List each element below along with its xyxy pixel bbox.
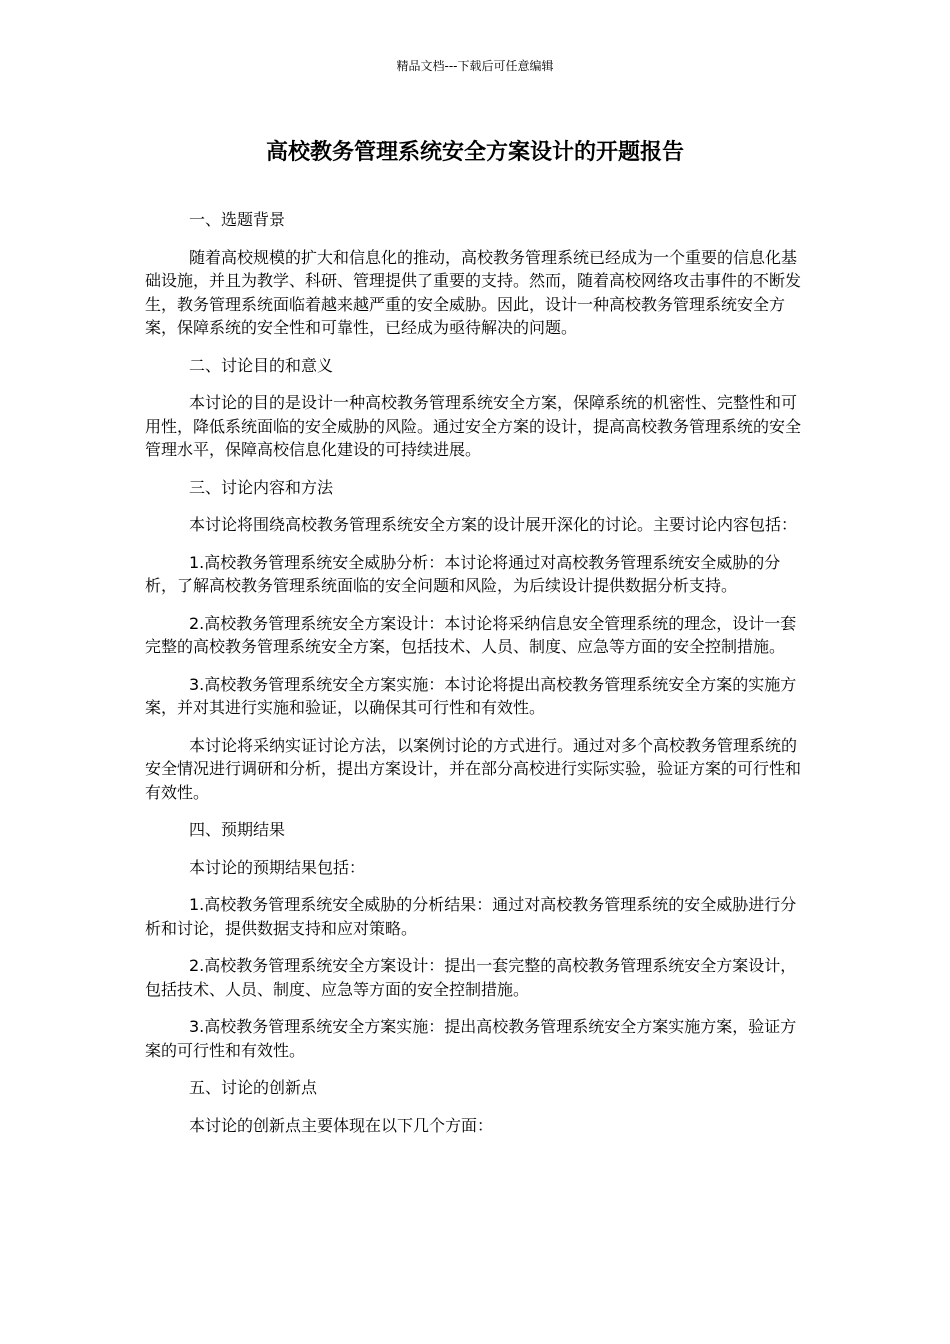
list-item-content-2: 2.高校教务管理系统安全方案设计：本讨论将采纳信息安全管理系统的理念，设计一套完整的高校教务管理系统安全方案，包括技术、人员、制度、应急等方面的安全控制措施。 xyxy=(145,613,797,656)
header-note: 精品文档---下载后可任意编辑 xyxy=(396,59,554,73)
section-heading-content-method: 三、讨论内容和方法 xyxy=(189,477,334,497)
paragraph-innovation-intro: 本讨论的创新点主要体现在以下几个方面： xyxy=(189,1115,494,1135)
paragraph-background: 随着高校规模的扩大和信息化的推动，高校教务管理系统已经成为一个重要的信息化基础设施，并且为教学、科研、管理提供了重要的支持。然而，随着高校网络攻击事件的不断发生，教务管理系统面临着越来越严重的安全威胁。因此，设计一种高校教务管理系统安全方案，保障系统的安全性和可靠性，已经成为亟待解决的问题。 xyxy=(145,247,802,337)
list-item-result-3: 3.高校教务管理系统安全方案实施：提出高校教务管理系统安全方案实施方案，验证方案的可行性和有效性。 xyxy=(145,1017,797,1060)
section-heading-background: 一、选题背景 xyxy=(189,210,286,229)
paragraph-purpose: 本讨论的目的是设计一种高校教务管理系统安全方案，保障系统的机密性、完整性和可用性，降低系统面临的安全威胁的风险。通过安全方案的设计，提高高校教务管理系统的安全管理水平，保障高校信息化建设的可持续进展。 xyxy=(145,393,802,459)
section-heading-innovation: 五、讨论的创新点 xyxy=(189,1078,318,1097)
section-heading-expected-results: 四、预期结果 xyxy=(189,820,286,839)
paragraph-method: 本讨论将采纳实证讨论方法，以案例讨论的方式进行。通过对多个高校教务管理系统的安全情况进行调研和分析，提出方案设计，并在部分高校进行实际实验，验证方案的可行性和有效性。 xyxy=(145,735,802,802)
paragraph-content-intro: 本讨论将围绕高校教务管理系统安全方案的设计展开深化的讨论。主要讨论内容包括： xyxy=(189,515,798,534)
paragraph-results-intro: 本讨论的预期结果包括： xyxy=(189,857,366,877)
section-heading-purpose: 二、讨论目的和意义 xyxy=(189,355,334,375)
list-item-result-1: 1.高校教务管理系统安全威胁的分析结果：通过对高校教务管理系统的安全威胁进行分析和讨论，提供数据支持和应对策略。 xyxy=(145,895,797,938)
list-item-content-3: 3.高校教务管理系统安全方案实施：本讨论将提出高校教务管理系统安全方案的实施方案，并对其进行实施和验证，以确保其可行性和有效性。 xyxy=(145,674,797,717)
list-item-content-1: 1.高校教务管理系统安全威胁分析：本讨论将通过对高校教务管理系统安全威胁的分析，了解高校教务管理系统面临的安全问题和风险，为后续设计提供数据分析支持。 xyxy=(145,552,781,595)
list-item-result-2: 2.高校教务管理系统安全方案设计：提出一套完整的高校教务管理系统安全方案设计，包括技术、人员、制度、应急等方面的安全控制措施。 xyxy=(145,956,797,999)
document-body xyxy=(145,208,805,1151)
document-title: 高校教务管理系统安全方案设计的开题报告 xyxy=(265,140,684,165)
